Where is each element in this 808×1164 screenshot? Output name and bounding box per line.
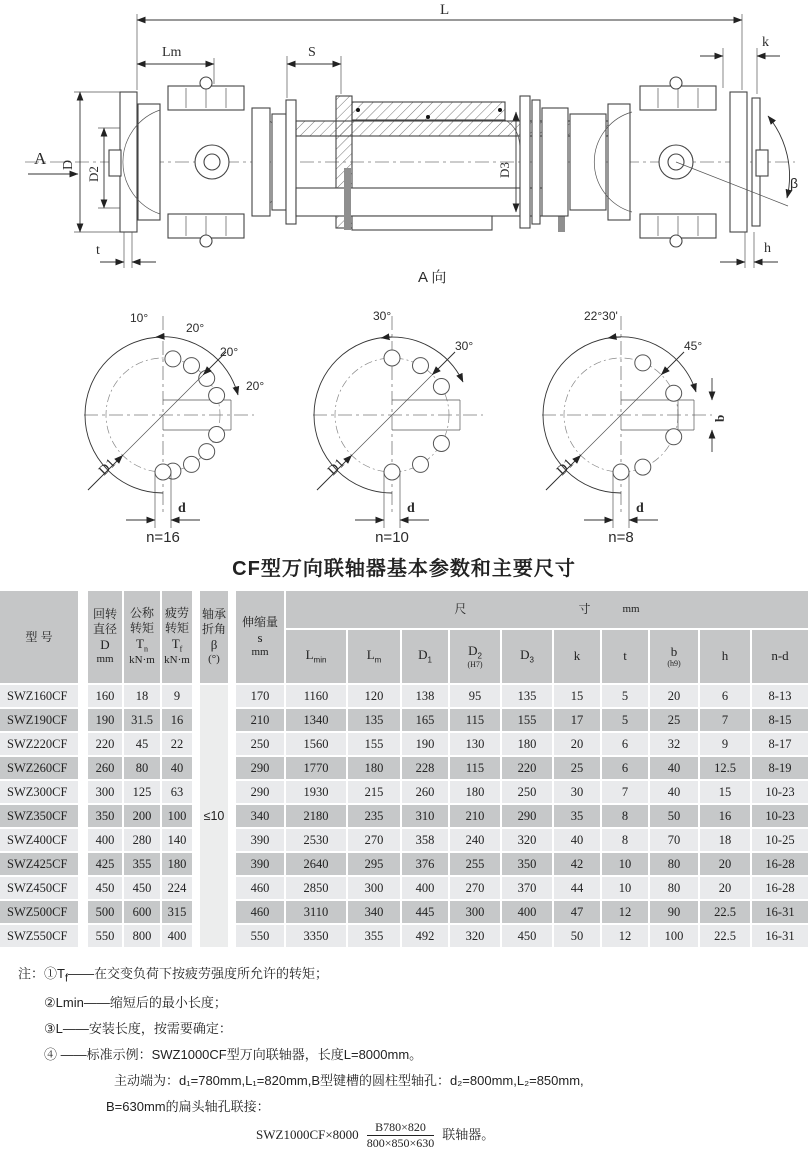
- table-cell: 376: [402, 853, 450, 877]
- table-cell: 400: [402, 877, 450, 901]
- table-cell: 115: [450, 709, 502, 733]
- flange-diagram-n10: [297, 300, 512, 548]
- table-cell: 3110: [286, 901, 348, 925]
- table-cell: 90: [650, 901, 700, 925]
- col-header-s: 伸缩量 s mm: [236, 591, 286, 685]
- table-cell: 22.5: [700, 901, 752, 925]
- col-header-t: t: [602, 630, 650, 685]
- table-cell: 358: [402, 829, 450, 853]
- table-cell: 400: [162, 925, 200, 949]
- table-row: [0, 709, 808, 733]
- table-row: [0, 901, 808, 925]
- table-cell: 270: [348, 829, 402, 853]
- dim-label-h: h: [764, 241, 771, 256]
- table-cell: 370: [502, 877, 554, 901]
- table-cell: 3350: [286, 925, 348, 949]
- col-header-model: 型 号: [0, 591, 88, 685]
- table-cell: 240: [450, 829, 502, 853]
- table-cell: 155: [502, 709, 554, 733]
- table-cell: 280: [124, 829, 162, 853]
- table-row: [0, 757, 808, 781]
- dim-label-b: b: [711, 414, 727, 422]
- dim-label-D1: D1: [553, 456, 577, 479]
- table-row: [0, 829, 808, 853]
- table-cell: 8-19: [752, 757, 808, 781]
- table-cell: 340: [236, 805, 286, 829]
- table-cell: 15: [554, 685, 602, 709]
- table-cell: SWZ400CF: [0, 829, 88, 853]
- table-cell: SWZ220CF: [0, 733, 88, 757]
- table-cell: 9: [162, 685, 200, 709]
- table-cell: 20: [650, 685, 700, 709]
- table-cell: 270: [450, 877, 502, 901]
- table-cell: SWZ260CF: [0, 757, 88, 781]
- flange-diagram-n8: [526, 300, 741, 548]
- flange-caption-n16: n=16: [145, 529, 180, 546]
- table-cell: 390: [236, 829, 286, 853]
- table-cell: 165: [402, 709, 450, 733]
- col-header-Tn: 公称 转矩 $T_n$ kN·m: [124, 591, 162, 685]
- table-cell: 445: [402, 901, 450, 925]
- table-cell: 2180: [286, 805, 348, 829]
- col-header-h: h: [700, 630, 752, 685]
- table-cell: 22: [162, 733, 200, 757]
- col-header-D3: $D_3$: [502, 630, 554, 685]
- table-cell: 1560: [286, 733, 348, 757]
- table-cell: 25: [650, 709, 700, 733]
- dim-label-Lm: Lm: [162, 45, 182, 60]
- table-cell: 224: [162, 877, 200, 901]
- table-cell: 20: [700, 877, 752, 901]
- table-cell: 42: [554, 853, 602, 877]
- table-cell: 115: [450, 757, 502, 781]
- table-cell: 120: [348, 685, 402, 709]
- table-cell: 550: [236, 925, 286, 949]
- angle-label: 22°30': [583, 309, 618, 323]
- table-cell: 492: [402, 925, 450, 949]
- table-cell: 425: [88, 853, 124, 877]
- note-line-7: SWZ1000CF×8000 $\frac{B780\times 820}{800\times 850\times 630}$ 联轴器。: [256, 1120, 495, 1150]
- table-cell: 100: [162, 805, 200, 829]
- table-cell: 2530: [286, 829, 348, 853]
- table-cell: 20: [700, 853, 752, 877]
- table-cell: 10: [602, 877, 650, 901]
- table-cell: 180: [502, 733, 554, 757]
- table-cell: 290: [236, 781, 286, 805]
- dim-label-D: D: [61, 159, 76, 170]
- table-cell: 1770: [286, 757, 348, 781]
- table-cell: 220: [88, 733, 124, 757]
- table-cell: 1340: [286, 709, 348, 733]
- table-cell: 12: [602, 901, 650, 925]
- dim-label-d: d: [177, 501, 186, 516]
- note-line-2: ②Lmin——缩短后的最小长度；: [44, 995, 227, 1011]
- table-cell: 16: [700, 805, 752, 829]
- table-cell: 250: [236, 733, 286, 757]
- note-line-5: 主动端为：d₁=780mm,L₁=820mm,B型键槽的圆柱型轴孔：d₂=800mm,L₂=850mm,: [114, 1073, 584, 1089]
- table-cell: 40: [650, 757, 700, 781]
- table-cell: 228: [402, 757, 450, 781]
- table-cell: 460: [236, 877, 286, 901]
- table-cell: 16-31: [752, 901, 808, 925]
- view-arrow-label-A: A: [34, 149, 47, 168]
- table-cell: 295: [348, 853, 402, 877]
- table-cell: 10-23: [752, 781, 808, 805]
- table-cell: 135: [348, 709, 402, 733]
- table-cell: 9: [700, 733, 752, 757]
- table-cell: 30: [554, 781, 602, 805]
- table-cell: 140: [162, 829, 200, 853]
- table-cell: 45: [124, 733, 162, 757]
- table-cell: 350: [502, 853, 554, 877]
- angle-label: 20°: [245, 379, 264, 393]
- table-cell: 12.5: [700, 757, 752, 781]
- table-cell: 2640: [286, 853, 348, 877]
- table-cell: 50: [650, 805, 700, 829]
- table-cell: 800: [124, 925, 162, 949]
- dim-label-D2: D2: [86, 166, 101, 182]
- col-header-k: k: [554, 630, 602, 685]
- table-cell: 180: [450, 781, 502, 805]
- table-cell: 10-25: [752, 829, 808, 853]
- view-caption: A 向: [418, 269, 447, 286]
- table-cell: 16-31: [752, 925, 808, 949]
- table-cell: 8-13: [752, 685, 808, 709]
- table-cell: 12: [602, 925, 650, 949]
- table-cell: 47: [554, 901, 602, 925]
- note-line-3: ③L——安装长度，按需要确定：: [44, 1021, 232, 1037]
- table-cell: 350: [88, 805, 124, 829]
- designation-fraction: $\frac{B780\times 820}{800\times 850\times 630}$: [366, 1120, 435, 1150]
- table-cell: 25: [554, 757, 602, 781]
- table-cell: 125: [124, 781, 162, 805]
- table-cell: 315: [162, 901, 200, 925]
- table-cell: SWZ500CF: [0, 901, 88, 925]
- flange-diagrams: [0, 300, 808, 548]
- table-cell: 2850: [286, 877, 348, 901]
- col-header-D1: $D_1$: [402, 630, 450, 685]
- col-header-b: b (h9): [650, 630, 700, 685]
- table-cell: 80: [650, 853, 700, 877]
- coupling-assembly-drawing: [0, 0, 808, 300]
- table-cell: 210: [450, 805, 502, 829]
- dim-label-d: d: [635, 501, 644, 516]
- parameters-table: [0, 591, 808, 949]
- table-cell: 290: [236, 757, 286, 781]
- table-cell: 6: [700, 685, 752, 709]
- table-cell: SWZ350CF: [0, 805, 88, 829]
- col-header-nd: n-d: [752, 630, 808, 685]
- table-cell: SWZ550CF: [0, 925, 88, 949]
- table-cell: 15: [700, 781, 752, 805]
- table-cell: 5: [602, 709, 650, 733]
- col-header-Tf: 疲劳 转矩 $T_f$ kN·m: [162, 591, 200, 685]
- table-row: [0, 925, 808, 949]
- table-cell: 80: [124, 757, 162, 781]
- table-cell: 70: [650, 829, 700, 853]
- dim-label-D3: D3: [497, 162, 512, 178]
- col-header-D2: $D_2$ (H7): [450, 630, 502, 685]
- table-cell: 260: [88, 757, 124, 781]
- dim-label-S: S: [308, 45, 316, 60]
- dim-label-t: t: [96, 243, 100, 258]
- table-cell: 6: [602, 757, 650, 781]
- table-cell: 40: [554, 829, 602, 853]
- table-cell: 290: [502, 805, 554, 829]
- table-cell: 355: [348, 925, 402, 949]
- table-cell: 8: [602, 805, 650, 829]
- angle-label: 20°: [185, 321, 204, 335]
- table-cell: 16-28: [752, 877, 808, 901]
- col-header-beta: 轴承 折角 β (°): [200, 591, 236, 685]
- table-cell: 22.5: [700, 925, 752, 949]
- table-cell: 210: [236, 709, 286, 733]
- table-cell: 80: [650, 877, 700, 901]
- table-cell: 40: [162, 757, 200, 781]
- table-cell: 250: [502, 781, 554, 805]
- col-header-Lm2: $L_m$: [348, 630, 402, 685]
- notes-block: [0, 949, 808, 1164]
- table-cell: 190: [88, 709, 124, 733]
- table-cell: 220: [502, 757, 554, 781]
- assembly-drawing-svg: [0, 0, 808, 300]
- table-cell: 31.5: [124, 709, 162, 733]
- dim-label-D1: D1: [324, 456, 348, 479]
- dim-label-beta: β: [790, 175, 799, 191]
- table-cell: 180: [162, 853, 200, 877]
- note-line-6: B=630mm的扁头轴孔联接：: [106, 1099, 270, 1115]
- table-cell: 16-28: [752, 853, 808, 877]
- table-cell: 200: [124, 805, 162, 829]
- dim-label-d: d: [406, 501, 415, 516]
- table-cell: 390: [236, 853, 286, 877]
- flange-caption-n8: n=8: [607, 529, 634, 546]
- table-row: [0, 877, 808, 901]
- table-cell: 8-17: [752, 733, 808, 757]
- table-cell: 450: [88, 877, 124, 901]
- table-cell: 300: [450, 901, 502, 925]
- table-cell: 300: [348, 877, 402, 901]
- table-cell: 215: [348, 781, 402, 805]
- table-cell: 20: [554, 733, 602, 757]
- table-body: [0, 685, 808, 949]
- flange-diagram-n16: [68, 300, 283, 548]
- table-cell: 10-23: [752, 805, 808, 829]
- angle-label: 45°: [683, 339, 702, 353]
- table-cell: 550: [88, 925, 124, 949]
- angle-label: 20°: [219, 345, 238, 359]
- table-cell: 170: [236, 685, 286, 709]
- table-cell: SWZ160CF: [0, 685, 88, 709]
- table-cell: 235: [348, 805, 402, 829]
- table-cell: 460: [236, 901, 286, 925]
- table-cell: 18: [700, 829, 752, 853]
- table-cell: 450: [124, 877, 162, 901]
- table-cell: 63: [162, 781, 200, 805]
- table-cell: 16: [162, 709, 200, 733]
- flange-caption-n10: n=10: [374, 529, 409, 546]
- table-cell: 600: [124, 901, 162, 925]
- dim-label-L: L: [440, 2, 450, 18]
- table-cell: 7: [700, 709, 752, 733]
- table-cell: 138: [402, 685, 450, 709]
- table-cell: 155: [348, 733, 402, 757]
- col-header-size-group: 尺 寸 mm: [286, 591, 808, 630]
- note-line-4: ④ ——标准示例：SWZ1000CF型万向联轴器，长度L=8000mm。: [44, 1047, 423, 1063]
- table-row: [0, 805, 808, 829]
- table-cell: 50: [554, 925, 602, 949]
- table-cell: 310: [402, 805, 450, 829]
- table-cell: 5: [602, 685, 650, 709]
- table-cell: 190: [402, 733, 450, 757]
- table-cell: 17: [554, 709, 602, 733]
- table-cell: 400: [88, 829, 124, 853]
- table-cell: 7: [602, 781, 650, 805]
- table-cell: 18: [124, 685, 162, 709]
- angle-label: 30°: [372, 309, 391, 323]
- dim-label-k: k: [762, 35, 769, 50]
- table-cell: 10: [602, 853, 650, 877]
- dim-label-D1: D1: [95, 456, 119, 479]
- angle-label: 30°: [454, 339, 473, 353]
- table-cell: 340: [348, 901, 402, 925]
- table-cell: 450: [502, 925, 554, 949]
- table-cell: SWZ190CF: [0, 709, 88, 733]
- col-header-Lmin: $L_{min}$: [286, 630, 348, 685]
- table-cell: SWZ450CF: [0, 877, 88, 901]
- beta-merged-cell: ≤10: [200, 685, 236, 949]
- table-cell: 320: [450, 925, 502, 949]
- table-cell: 130: [450, 733, 502, 757]
- table-row: [0, 685, 808, 709]
- table-cell: 1160: [286, 685, 348, 709]
- table-cell: 355: [124, 853, 162, 877]
- angle-label: 10°: [129, 311, 148, 325]
- note-line-1: 注：$①T_f——$在交变负荷下按疲劳强度所允许的转矩；: [18, 966, 328, 985]
- table-cell: 300: [88, 781, 124, 805]
- table-row: [0, 853, 808, 877]
- table-row: [0, 781, 808, 805]
- table-cell: 6: [602, 733, 650, 757]
- table-cell: 44: [554, 877, 602, 901]
- table-cell: SWZ300CF: [0, 781, 88, 805]
- table-cell: 40: [650, 781, 700, 805]
- table-cell: 180: [348, 757, 402, 781]
- table-cell: 160: [88, 685, 124, 709]
- table-cell: 32: [650, 733, 700, 757]
- table-cell: 135: [502, 685, 554, 709]
- table-cell: 320: [502, 829, 554, 853]
- table-cell: 400: [502, 901, 554, 925]
- table-row: [0, 733, 808, 757]
- table-cell: 8-15: [752, 709, 808, 733]
- table-cell: 255: [450, 853, 502, 877]
- table-cell: 500: [88, 901, 124, 925]
- table-cell: 95: [450, 685, 502, 709]
- page-title: CF型万向联轴器基本参数和主要尺寸: [232, 558, 576, 580]
- table-cell: 1930: [286, 781, 348, 805]
- col-header-D: 回转 直径 D mm: [88, 591, 124, 685]
- table-cell: 100: [650, 925, 700, 949]
- table-cell: 35: [554, 805, 602, 829]
- table-cell: 8: [602, 829, 650, 853]
- table-cell: 260: [402, 781, 450, 805]
- table-cell: SWZ425CF: [0, 853, 88, 877]
